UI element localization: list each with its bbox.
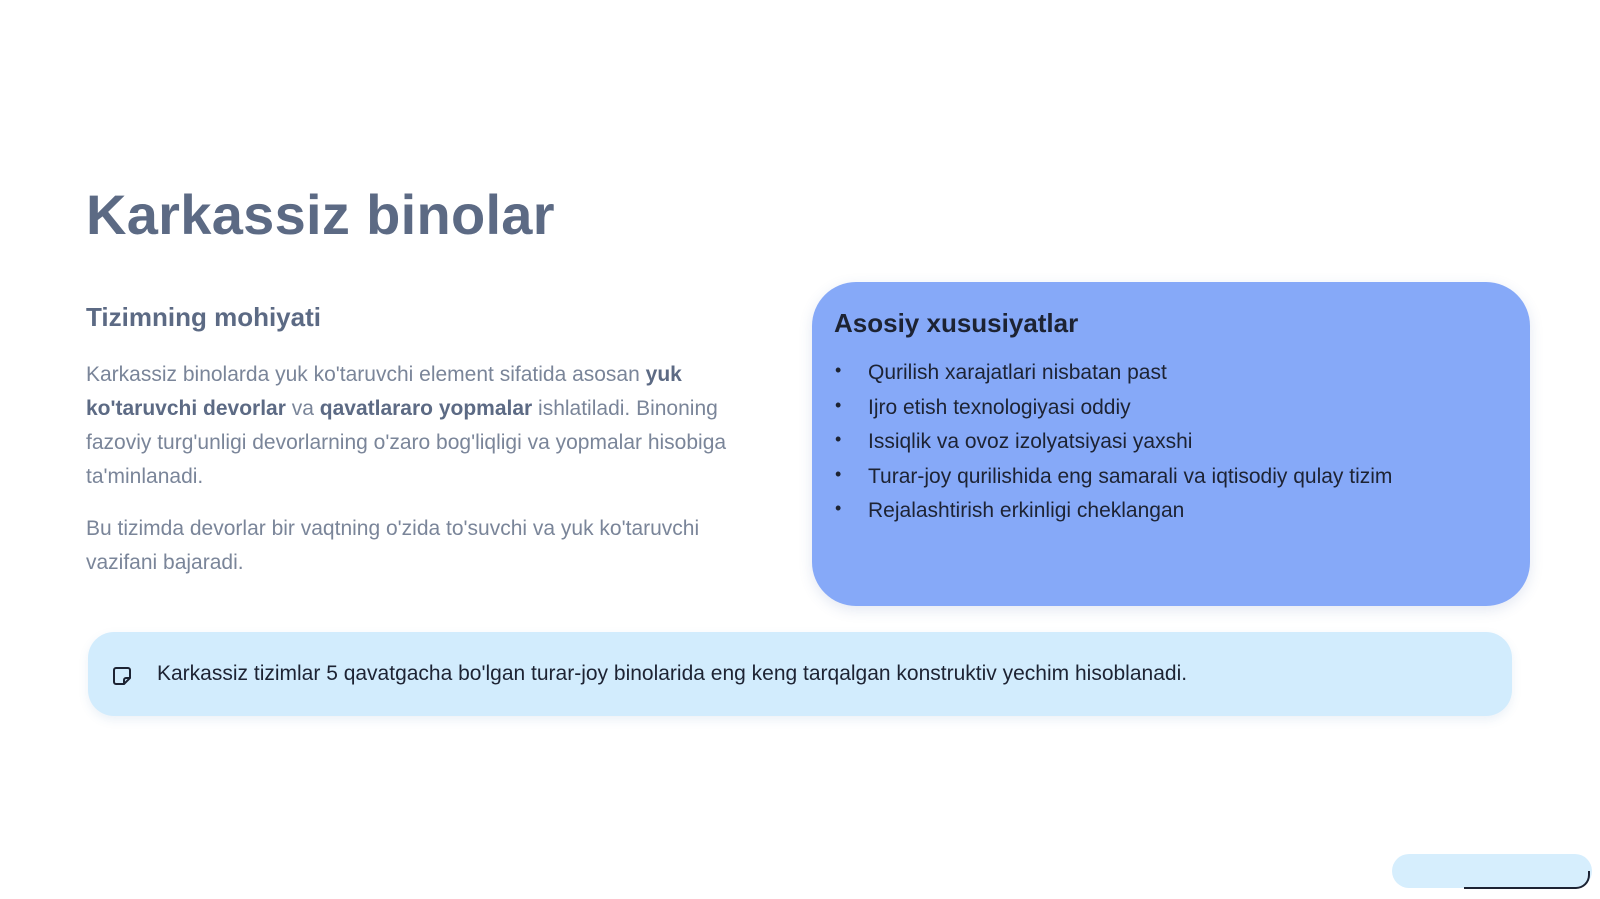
bullet-icon: • xyxy=(835,498,842,518)
feature-item xyxy=(834,460,1508,495)
essence-p1-bold-1: yuk ko'taruvchi devorlar xyxy=(86,363,682,420)
features-list xyxy=(834,356,1508,529)
feature-item-label: Issiqlik va ovoz izolyatsiyasi yaxshi xyxy=(868,430,1193,453)
feature-item xyxy=(834,494,1508,529)
bullet-icon: • xyxy=(835,463,842,484)
essence-p1-text-2: va xyxy=(285,397,320,420)
bullet-icon: • xyxy=(835,429,842,449)
essence-p1-bold-2: qavatlararo yopmalar xyxy=(319,397,533,420)
bullet-icon: • xyxy=(835,360,842,380)
essence-p1-text-1: Karkassiz binolarda yuk ko'taruvchi element sifatida asosan xyxy=(86,363,646,386)
feature-item-label: Rejalashtirish erkinligi cheklangan xyxy=(868,499,1185,522)
feature-item xyxy=(834,391,1508,426)
note-callout xyxy=(88,632,1512,716)
feature-item xyxy=(834,356,1508,391)
note-icon xyxy=(112,666,132,686)
feature-item-label: Turar-joy qurilishida eng samarali va iqtisodiy qulay tizim xyxy=(868,464,1393,488)
bullet-icon: • xyxy=(835,394,842,415)
note-text: Karkassiz tizimlar 5 qavatgacha bo'lgan turar-joy binolarida eng keng tarqalgan konstruktiv yechim hisoblanadi. xyxy=(157,662,1188,685)
slide-title: Karkassiz binolar xyxy=(86,183,555,246)
essence-heading: Tizimning mohiyati xyxy=(86,302,321,332)
feature-item xyxy=(834,425,1508,460)
essence-p1-text-3: ishlatiladi. Binoning fazoviy turg'unligi devorlarning o'zaro bog'liqligi va yopmalar hisobiga ta'minlanadi. xyxy=(86,397,727,488)
essence-paragraph-1 xyxy=(86,358,776,494)
essence-section xyxy=(86,300,776,598)
features-card xyxy=(812,282,1530,606)
feature-item-label: Ijro etish texnologiyasi oddiy xyxy=(868,395,1131,419)
feature-item-label: Qurilish xarajatlari nisbatan past xyxy=(868,361,1167,384)
features-heading: Asosiy xususiyatlar xyxy=(834,308,1079,338)
corner-decoration-line xyxy=(1464,871,1590,889)
essence-paragraph-2: Bu tizimda devorlar bir vaqtning o'zida to'suvchi va yuk ko'taruvchi vazifani bajaradi. xyxy=(86,517,700,574)
